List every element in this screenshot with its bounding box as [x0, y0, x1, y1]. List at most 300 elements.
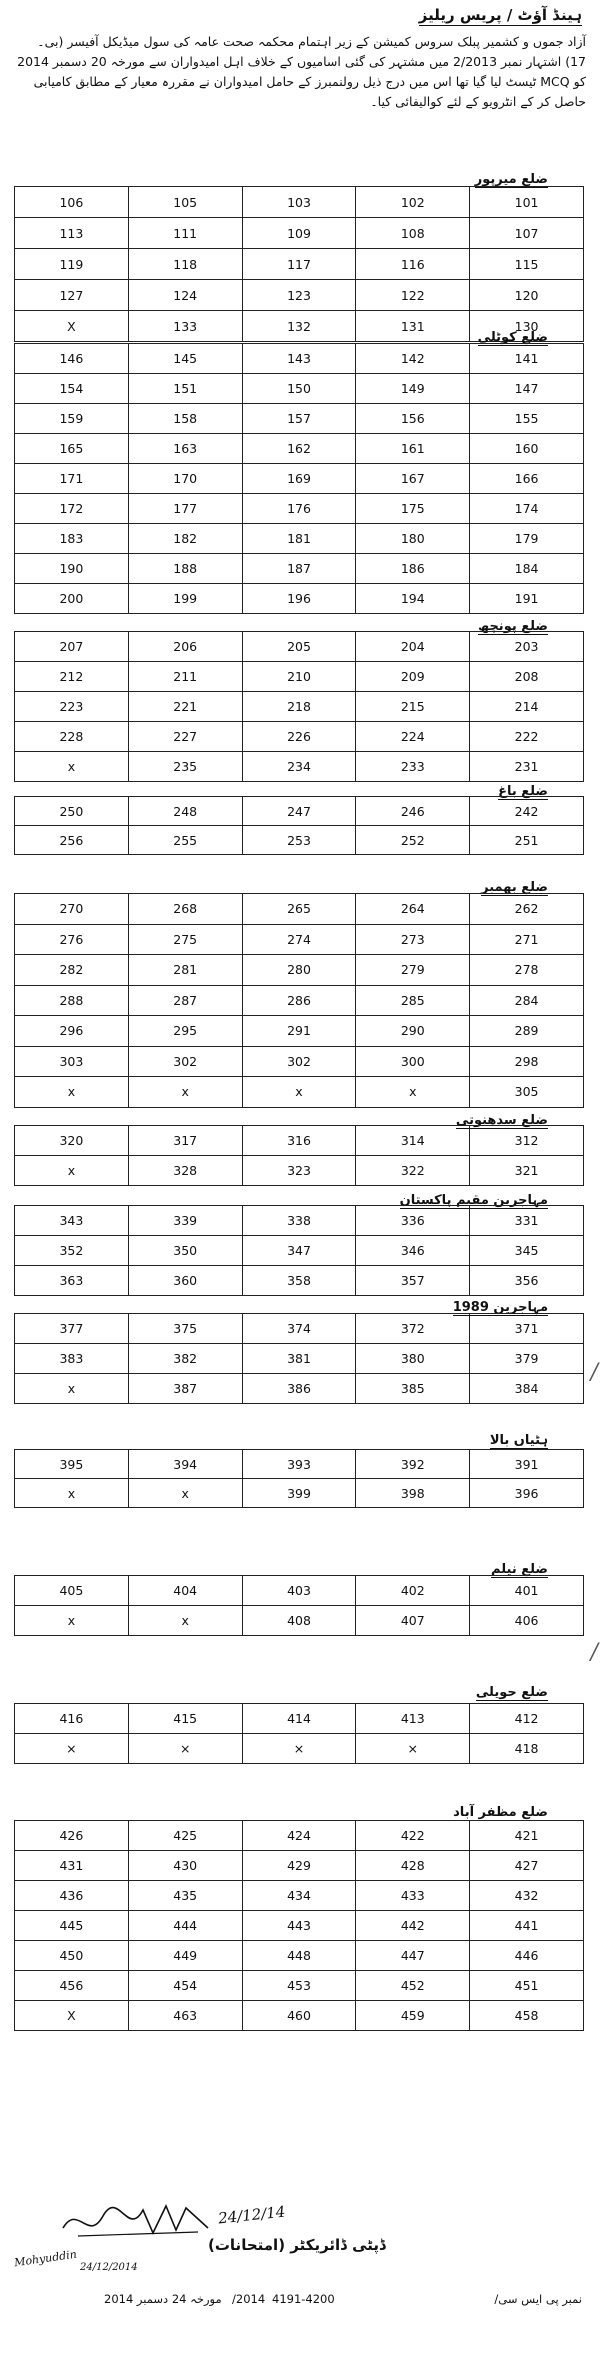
roll-number-cell: 206	[128, 632, 242, 662]
roll-number-cell: 221	[128, 692, 242, 722]
roll-number-cell: 207	[15, 632, 129, 662]
roll-number-cell: 116	[356, 249, 470, 280]
roll-number-cell: 183	[15, 524, 129, 554]
roll-number-cell: 357	[356, 1266, 470, 1296]
roll-number-cell: 276	[15, 924, 129, 955]
table-row	[15, 1851, 584, 1881]
roll-number-cell: x	[15, 1156, 129, 1186]
table-row	[15, 985, 584, 1016]
roll-number-cell: 383	[15, 1344, 129, 1374]
roll-number-cell: 291	[242, 1016, 356, 1047]
roll-number-cell: 106	[15, 187, 129, 218]
roll-number-cell: 441	[470, 1911, 584, 1941]
roll-number-cell: 447	[356, 1941, 470, 1971]
roll-number-cell: 432	[470, 1881, 584, 1911]
roll-number-cell: 298	[470, 1046, 584, 1077]
roll-number-cell: x	[15, 1077, 129, 1108]
district-heading: ضلع سدھنوتی	[455, 1113, 548, 1128]
roll-number-cell: 322	[356, 1156, 470, 1186]
roll-number-cell: 101	[470, 187, 584, 218]
roll-number-cell: 458	[470, 2001, 584, 2031]
roll-number-cell: 405	[15, 1576, 129, 1606]
roll-number-cell: 127	[15, 280, 129, 311]
roll-number-cell: 174	[470, 494, 584, 524]
table-row	[15, 1606, 584, 1636]
roll-number-cell: 407	[356, 1606, 470, 1636]
roll-number-cell: 295	[128, 1016, 242, 1047]
table-row	[15, 1450, 584, 1479]
roll-number-cell: 172	[15, 494, 129, 524]
roll-number-cell: 160	[470, 434, 584, 464]
roll-number-cell: 103	[242, 187, 356, 218]
roll-number-cell: 382	[128, 1344, 242, 1374]
roll-number-cell: 235	[128, 752, 242, 782]
roll-number-cell: 262	[470, 894, 584, 925]
roll-number-cell: 429	[242, 1851, 356, 1881]
roll-number-cell: 141	[470, 344, 584, 374]
table-row	[15, 894, 584, 925]
table-row	[15, 404, 584, 434]
roll-number-cell: 356	[470, 1266, 584, 1296]
table-row	[15, 218, 584, 249]
roll-number-cell: 331	[470, 1206, 584, 1236]
roll-number-table	[14, 343, 584, 614]
ref-year: 2014/	[232, 2292, 266, 2306]
table-row	[15, 494, 584, 524]
roll-number-cell: 285	[356, 985, 470, 1016]
roll-number-cell: 286	[242, 985, 356, 1016]
roll-number-cell: 231	[470, 752, 584, 782]
roll-number-cell: 312	[470, 1126, 584, 1156]
table-row	[15, 187, 584, 218]
table-row	[15, 344, 584, 374]
margin-scribble: /	[590, 1360, 598, 1385]
roll-number-cell: 156	[356, 404, 470, 434]
roll-number-cell: 375	[128, 1314, 242, 1344]
roll-number-cell: 157	[242, 404, 356, 434]
district-heading: ضلع پونچھ	[478, 619, 548, 634]
roll-number-cell: 105	[128, 187, 242, 218]
roll-number-cell: 234	[242, 752, 356, 782]
roll-number-cell: 402	[356, 1576, 470, 1606]
roll-number-cell: 163	[128, 434, 242, 464]
table-row	[15, 692, 584, 722]
roll-number-cell: 124	[128, 280, 242, 311]
table-row	[15, 2001, 584, 2031]
roll-number-cell: 314	[356, 1126, 470, 1156]
roll-number-cell: ×	[356, 1734, 470, 1764]
roll-number-cell: 416	[15, 1704, 129, 1734]
roll-number-cell: x	[356, 1077, 470, 1108]
roll-number-cell: 181	[242, 524, 356, 554]
roll-number-cell: 427	[470, 1851, 584, 1881]
page-title: ہینڈ آؤٹ / پریس ریلیز	[418, 6, 582, 24]
roll-number-cell: 281	[128, 955, 242, 986]
roll-number-cell: x	[15, 1606, 129, 1636]
roll-number-cell: 108	[356, 218, 470, 249]
roll-number-cell: 165	[15, 434, 129, 464]
table-row	[15, 524, 584, 554]
roll-number-cell: 406	[470, 1606, 584, 1636]
roll-number-cell: 428	[356, 1851, 470, 1881]
roll-number-cell: 246	[356, 797, 470, 826]
table-row	[15, 1941, 584, 1971]
roll-number-cell: 233	[356, 752, 470, 782]
roll-number-cell: 211	[128, 662, 242, 692]
designation: ڈپٹی ڈائریکٹر (امتحانات)	[208, 2236, 386, 2254]
roll-number-cell: x	[15, 1479, 129, 1508]
table-row	[15, 632, 584, 662]
table-row	[15, 1344, 584, 1374]
roll-number-cell: 117	[242, 249, 356, 280]
roll-number-cell: 363	[15, 1266, 129, 1296]
roll-number-cell: 142	[356, 344, 470, 374]
roll-number-cell: 290	[356, 1016, 470, 1047]
district-heading: ضلع نیلم	[491, 1562, 548, 1577]
roll-number-cell: 226	[242, 722, 356, 752]
district-heading: ضلع میرپور	[474, 172, 548, 187]
roll-number-cell: 404	[128, 1576, 242, 1606]
ref-number: 4191-4200	[272, 2292, 335, 2306]
roll-number-cell: 187	[242, 554, 356, 584]
intro-paragraph: آزاد جموں و کشمیر پبلک سروس کمیشن کے زیر اہتمام محکمہ صحت عامہ کی سول میڈیکل آفیسر (بی۔ 17) اشتہار نمبر 2/2013 میں مشتہر کی گئی اسامیوں کے خلاف اہل امیدواران سے مورخہ 20 دسمبر 2014 کو MCQ ٹیسٹ لیا گیا تھا اس میں درج ذیل رولنمبرز کے حامل امیدواران نے مقررہ معیار کے مطابق کامیابی حاصل کر کے انٹرویو کے لئے کوالیفائی کیا۔	[17, 34, 586, 109]
roll-number-cell: 431	[15, 1851, 129, 1881]
roll-number-cell: 303	[15, 1046, 129, 1077]
table-row	[15, 1126, 584, 1156]
roll-number-cell: 102	[356, 187, 470, 218]
roll-number-cell: 386	[242, 1374, 356, 1404]
roll-number-cell: x	[242, 1077, 356, 1108]
table-row	[15, 1971, 584, 2001]
roll-number-cell: 167	[356, 464, 470, 494]
roll-number-cell: 288	[15, 985, 129, 1016]
initials-sign: Mohyuddin	[13, 2247, 78, 2270]
roll-number-cell: 155	[470, 404, 584, 434]
roll-number-table	[14, 1703, 584, 1764]
district-heading: ہٹیاں بالا	[489, 1433, 548, 1448]
roll-number-cell: 358	[242, 1266, 356, 1296]
roll-number-cell: 247	[242, 797, 356, 826]
roll-number-cell: 182	[128, 524, 242, 554]
roll-number-cell: 253	[242, 826, 356, 855]
roll-number-cell: 252	[356, 826, 470, 855]
roll-number-cell: 250	[15, 797, 129, 826]
roll-number-table	[14, 631, 584, 782]
ref-label: نمبر پی ایس سی/	[494, 2292, 582, 2306]
roll-number-cell: 133	[128, 311, 242, 342]
margin-scribble: /	[590, 1640, 598, 1665]
roll-number-cell: 418	[470, 1734, 584, 1764]
roll-number-cell: 454	[128, 1971, 242, 2001]
roll-number-cell: 442	[356, 1911, 470, 1941]
roll-number-cell: 302	[242, 1046, 356, 1077]
roll-number-cell: 188	[128, 554, 242, 584]
table-row	[15, 584, 584, 614]
roll-number-cell: 270	[15, 894, 129, 925]
roll-number-cell: 271	[470, 924, 584, 955]
roll-number-cell: 394	[128, 1450, 242, 1479]
roll-number-cell: 433	[356, 1881, 470, 1911]
roll-number-cell: 203	[470, 632, 584, 662]
roll-number-cell: 215	[356, 692, 470, 722]
roll-number-cell: 396	[470, 1479, 584, 1508]
table-row	[15, 1479, 584, 1508]
roll-number-cell: 223	[15, 692, 129, 722]
roll-number-cell: 118	[128, 249, 242, 280]
roll-number-cell: 435	[128, 1881, 242, 1911]
roll-number-cell: 162	[242, 434, 356, 464]
roll-number-cell: 284	[470, 985, 584, 1016]
table-row	[15, 1576, 584, 1606]
roll-number-cell: 398	[356, 1479, 470, 1508]
roll-number-cell: 200	[15, 584, 129, 614]
roll-number-cell: x	[128, 1606, 242, 1636]
signature-date: 24/12/14	[217, 2202, 287, 2228]
roll-number-cell: 275	[128, 924, 242, 955]
roll-number-cell: 149	[356, 374, 470, 404]
roll-number-cell: 403	[242, 1576, 356, 1606]
roll-number-cell: x	[128, 1479, 242, 1508]
roll-number-cell: 176	[242, 494, 356, 524]
roll-number-table	[14, 1125, 584, 1186]
roll-number-cell: x	[15, 752, 129, 782]
roll-number-cell: 328	[128, 1156, 242, 1186]
roll-number-cell: 381	[242, 1344, 356, 1374]
roll-number-cell: 374	[242, 1314, 356, 1344]
roll-number-cell: 296	[15, 1016, 129, 1047]
roll-number-cell: 177	[128, 494, 242, 524]
roll-number-cell: 452	[356, 1971, 470, 2001]
roll-number-cell: 347	[242, 1236, 356, 1266]
roll-number-cell: 214	[470, 692, 584, 722]
roll-number-cell: 107	[470, 218, 584, 249]
roll-number-cell: 345	[470, 1236, 584, 1266]
table-row	[15, 1314, 584, 1344]
roll-number-cell: 339	[128, 1206, 242, 1236]
roll-number-cell: x	[128, 1077, 242, 1108]
roll-number-cell: 166	[470, 464, 584, 494]
ref-date: مورخہ 24 دسمبر 2014	[104, 2292, 222, 2306]
roll-number-cell: 336	[356, 1206, 470, 1236]
table-row	[15, 464, 584, 494]
roll-number-cell: 443	[242, 1911, 356, 1941]
roll-number-cell: 279	[356, 955, 470, 986]
roll-number-cell: 302	[128, 1046, 242, 1077]
roll-number-cell: 449	[128, 1941, 242, 1971]
roll-number-cell: 278	[470, 955, 584, 986]
roll-number-cell: 169	[242, 464, 356, 494]
roll-number-cell: 446	[470, 1941, 584, 1971]
roll-number-cell: 451	[470, 1971, 584, 2001]
roll-number-cell: 170	[128, 464, 242, 494]
roll-number-cell: 444	[128, 1911, 242, 1941]
roll-number-cell: 391	[470, 1450, 584, 1479]
roll-number-table	[14, 1205, 584, 1296]
roll-number-cell: 273	[356, 924, 470, 955]
district-heading: ضلع بھمبر	[481, 880, 548, 895]
roll-number-cell: 320	[15, 1126, 129, 1156]
roll-number-cell: 151	[128, 374, 242, 404]
roll-number-cell: 346	[356, 1236, 470, 1266]
roll-number-cell: 392	[356, 1450, 470, 1479]
roll-number-cell: 384	[470, 1374, 584, 1404]
table-row	[15, 249, 584, 280]
roll-number-cell: 352	[15, 1236, 129, 1266]
roll-number-cell: 228	[15, 722, 129, 752]
roll-number-cell: 147	[470, 374, 584, 404]
roll-number-cell: 115	[470, 249, 584, 280]
roll-number-cell: 280	[242, 955, 356, 986]
roll-number-cell: 426	[15, 1821, 129, 1851]
roll-number-cell: x	[15, 1374, 129, 1404]
roll-number-cell: 175	[356, 494, 470, 524]
roll-number-cell: 412	[470, 1704, 584, 1734]
roll-number-cell: 256	[15, 826, 129, 855]
district-heading: ضلع مظفر آباد	[453, 1805, 548, 1820]
roll-number-cell: ×	[242, 1734, 356, 1764]
district-heading: ضلع حویلی	[475, 1685, 548, 1700]
roll-number-cell: 209	[356, 662, 470, 692]
roll-number-cell: 413	[356, 1704, 470, 1734]
roll-number-cell: 218	[242, 692, 356, 722]
roll-number-cell: ×	[128, 1734, 242, 1764]
roll-number-cell: 379	[470, 1344, 584, 1374]
roll-number-cell: 122	[356, 280, 470, 311]
district-heading: ضلع باغ	[498, 784, 548, 799]
roll-number-cell: 111	[128, 218, 242, 249]
roll-number-cell: 154	[15, 374, 129, 404]
roll-number-cell: 179	[470, 524, 584, 554]
initials-date: 24/12/2014	[80, 2262, 138, 2273]
roll-number-cell: 158	[128, 404, 242, 434]
roll-number-cell: 463	[128, 2001, 242, 2031]
roll-number-cell: X	[15, 311, 129, 342]
table-row	[15, 1046, 584, 1077]
table-row	[15, 434, 584, 464]
roll-number-cell: 205	[242, 632, 356, 662]
district-heading: ضلع کوٹلی	[477, 330, 548, 345]
roll-number-cell: 199	[128, 584, 242, 614]
roll-number-cell: 210	[242, 662, 356, 692]
roll-number-cell: 399	[242, 1479, 356, 1508]
roll-number-cell: 161	[356, 434, 470, 464]
roll-number-cell: 424	[242, 1821, 356, 1851]
roll-number-cell: 343	[15, 1206, 129, 1236]
table-row	[15, 374, 584, 404]
roll-number-cell: 204	[356, 632, 470, 662]
table-row	[15, 924, 584, 955]
roll-number-cell: 401	[470, 1576, 584, 1606]
roll-number-cell: 385	[356, 1374, 470, 1404]
roll-number-cell: 150	[242, 374, 356, 404]
roll-number-cell: 372	[356, 1314, 470, 1344]
roll-number-cell: 145	[128, 344, 242, 374]
roll-number-cell: 171	[15, 464, 129, 494]
roll-number-cell: 120	[470, 280, 584, 311]
roll-number-cell: 289	[470, 1016, 584, 1047]
roll-number-cell: 184	[470, 554, 584, 584]
roll-number-cell: 321	[470, 1156, 584, 1186]
roll-number-cell: 448	[242, 1941, 356, 1971]
roll-number-cell: X	[15, 2001, 129, 2031]
roll-number-cell: 445	[15, 1911, 129, 1941]
roll-number-cell: 360	[128, 1266, 242, 1296]
table-row	[15, 1734, 584, 1764]
roll-number-cell: 190	[15, 554, 129, 584]
roll-number-cell: 180	[356, 524, 470, 554]
table-row	[15, 1077, 584, 1108]
roll-number-cell: 196	[242, 584, 356, 614]
roll-number-cell: 119	[15, 249, 129, 280]
district-heading: مہاجرین مقیم پاکستان	[399, 1193, 548, 1208]
roll-number-cell: 450	[15, 1941, 129, 1971]
table-row	[15, 722, 584, 752]
roll-number-cell: 109	[242, 218, 356, 249]
roll-number-cell: 323	[242, 1156, 356, 1186]
roll-number-cell: 194	[356, 584, 470, 614]
roll-number-cell: ×	[15, 1734, 129, 1764]
roll-number-cell: 377	[15, 1314, 129, 1344]
roll-number-cell: 251	[470, 826, 584, 855]
table-row	[15, 1374, 584, 1404]
roll-number-cell: 422	[356, 1821, 470, 1851]
table-row	[15, 826, 584, 855]
roll-number-cell: 300	[356, 1046, 470, 1077]
roll-number-cell: 436	[15, 1881, 129, 1911]
roll-number-cell: 282	[15, 955, 129, 986]
roll-number-cell: 146	[15, 344, 129, 374]
roll-number-cell: 248	[128, 797, 242, 826]
roll-number-cell: 208	[470, 662, 584, 692]
roll-number-cell: 274	[242, 924, 356, 955]
roll-number-cell: 159	[15, 404, 129, 434]
roll-number-cell: 393	[242, 1450, 356, 1479]
roll-number-cell: 430	[128, 1851, 242, 1881]
roll-number-cell: 132	[242, 311, 356, 342]
roll-number-cell: 459	[356, 2001, 470, 2031]
roll-number-cell: 387	[128, 1374, 242, 1404]
table-row	[15, 797, 584, 826]
roll-number-cell: 456	[15, 1971, 129, 2001]
roll-number-cell: 305	[470, 1077, 584, 1108]
roll-number-cell: 371	[470, 1314, 584, 1344]
roll-number-table	[14, 186, 584, 342]
roll-number-cell: 380	[356, 1344, 470, 1374]
table-row	[15, 752, 584, 782]
roll-number-cell: 425	[128, 1821, 242, 1851]
roll-number-cell: 415	[128, 1704, 242, 1734]
roll-number-cell: 414	[242, 1704, 356, 1734]
roll-number-cell: 268	[128, 894, 242, 925]
roll-number-cell: 350	[128, 1236, 242, 1266]
table-row	[15, 1704, 584, 1734]
roll-number-cell: 338	[242, 1206, 356, 1236]
roll-number-cell: 316	[242, 1126, 356, 1156]
roll-number-table	[14, 1575, 584, 1636]
roll-number-cell: 242	[470, 797, 584, 826]
roll-number-cell: 131	[356, 311, 470, 342]
roll-number-cell: 395	[15, 1450, 129, 1479]
roll-number-cell: 460	[242, 2001, 356, 2031]
roll-number-cell: 408	[242, 1606, 356, 1636]
table-row	[15, 1206, 584, 1236]
roll-number-cell: 113	[15, 218, 129, 249]
table-row	[15, 554, 584, 584]
roll-number-cell: 434	[242, 1881, 356, 1911]
roll-number-cell: 191	[470, 584, 584, 614]
roll-number-cell: 317	[128, 1126, 242, 1156]
roll-number-cell: 421	[470, 1821, 584, 1851]
